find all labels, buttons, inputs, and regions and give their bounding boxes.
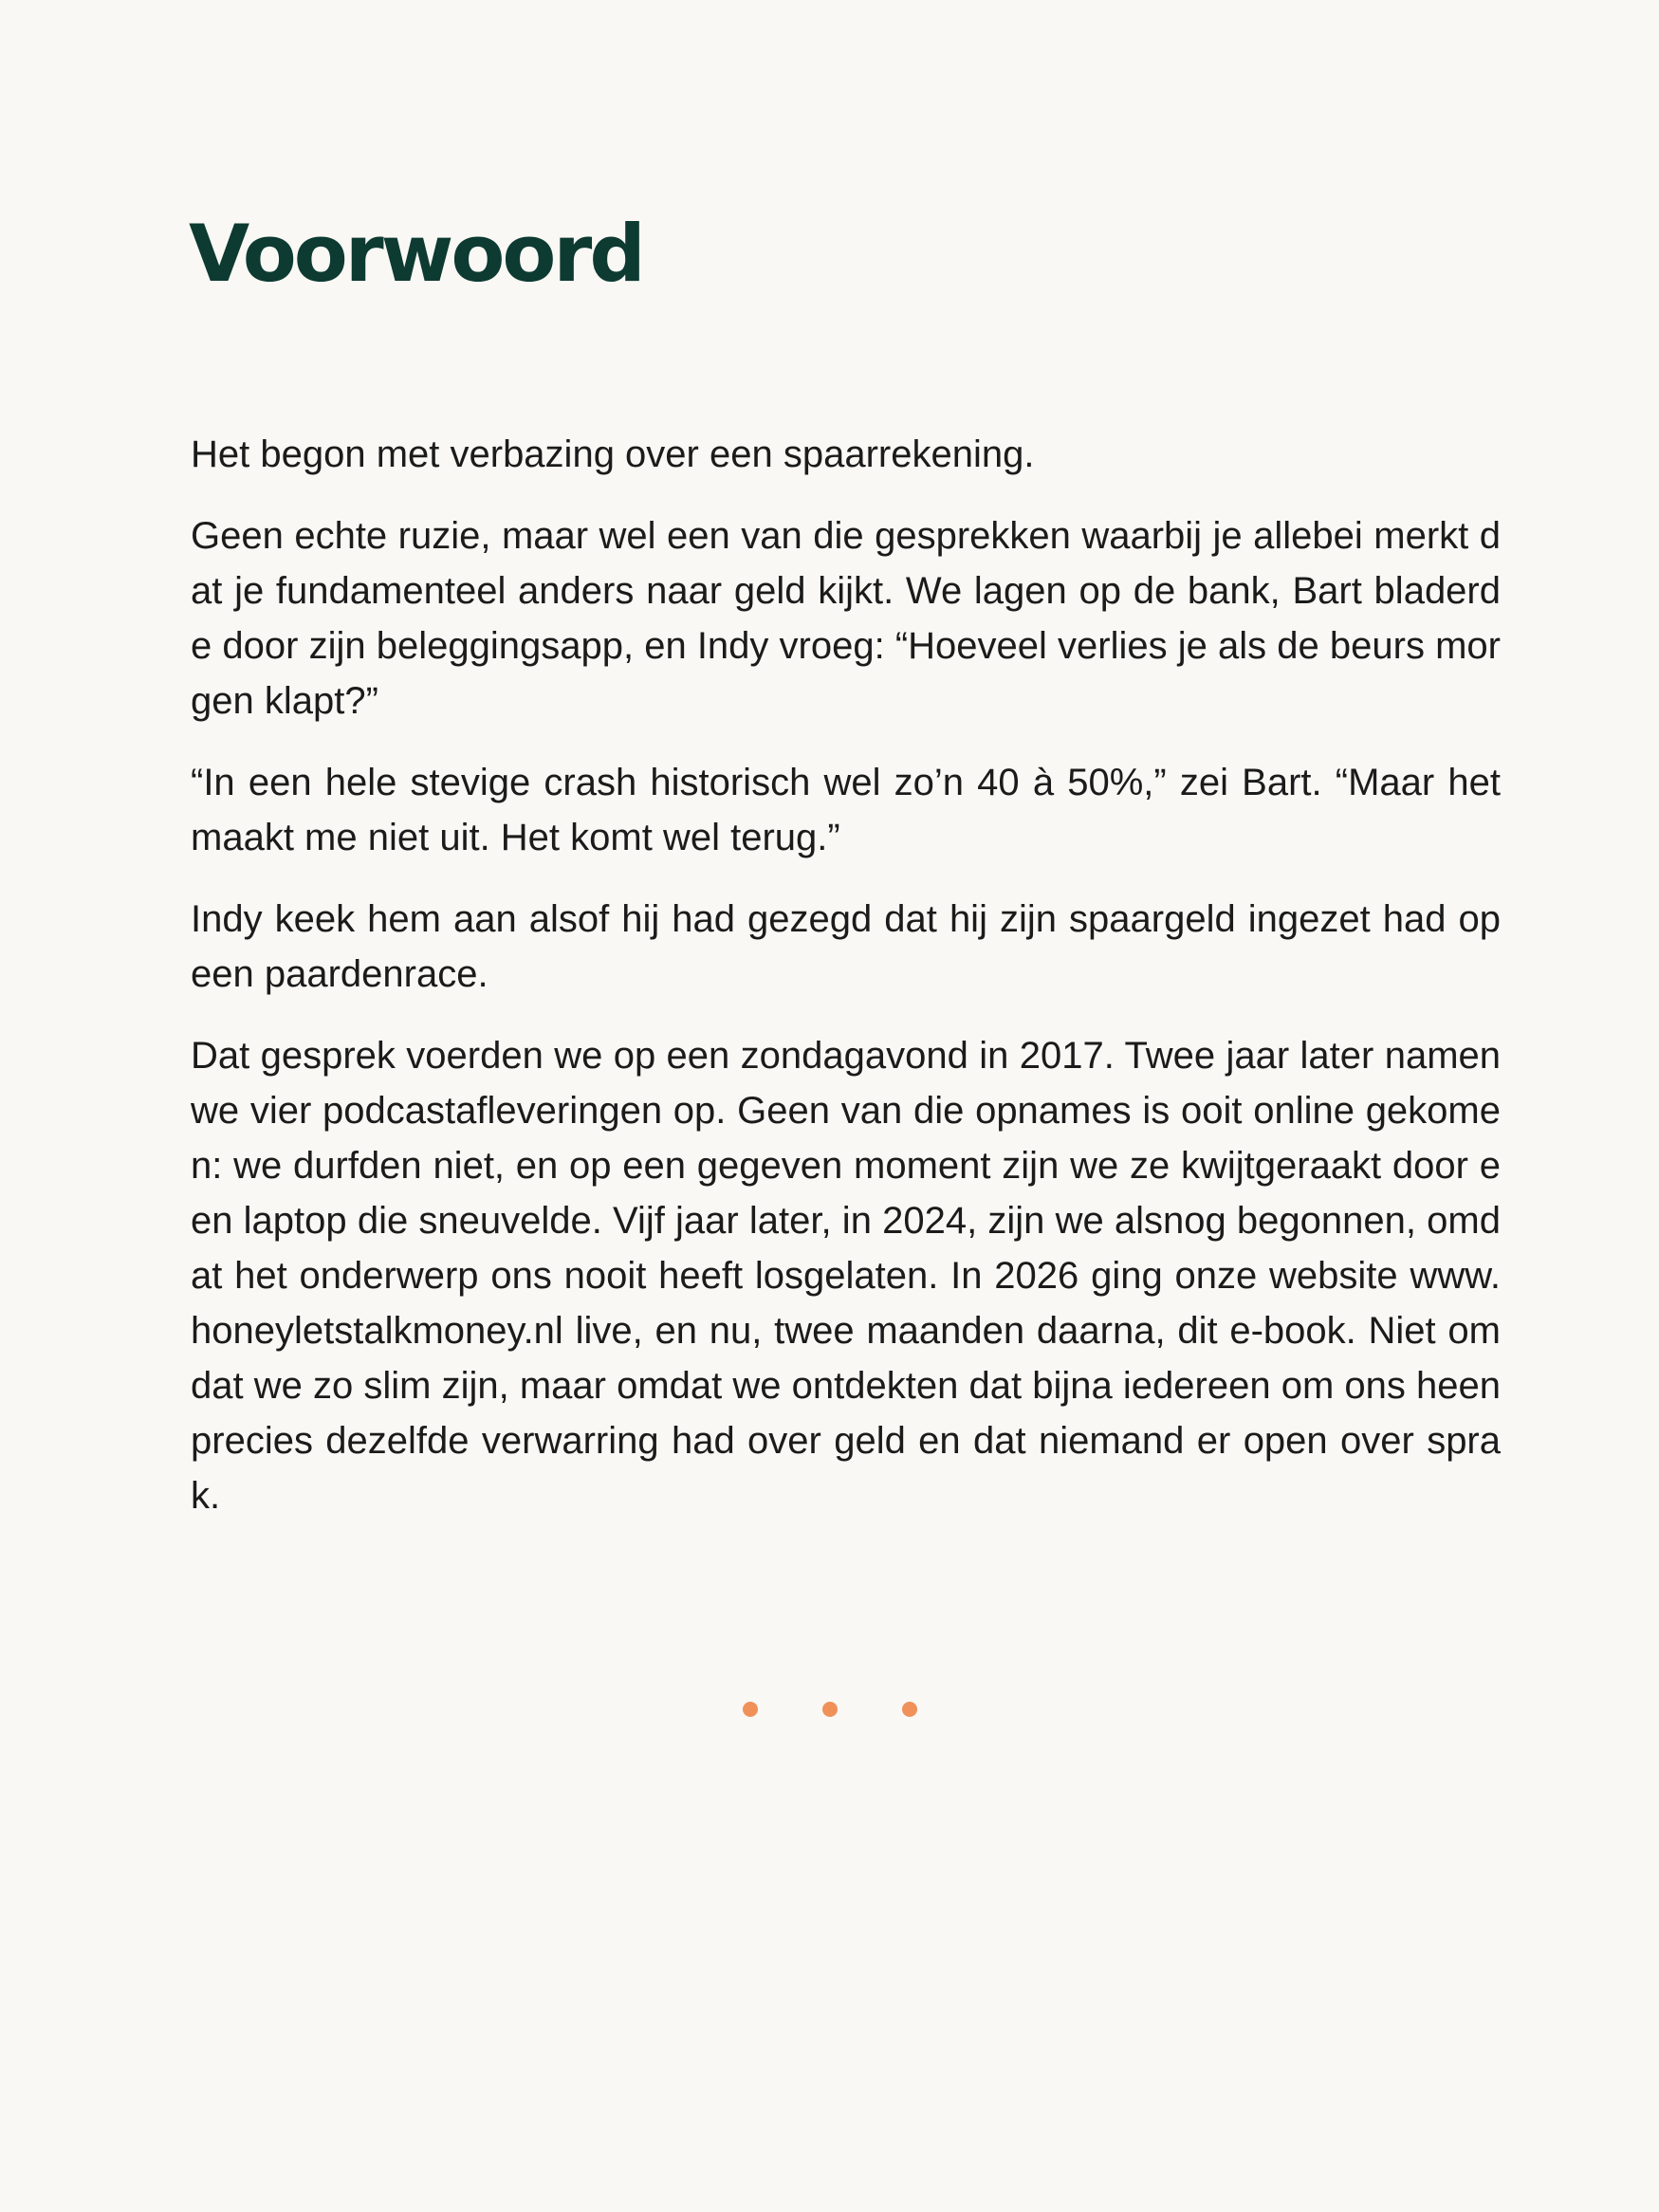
paragraph-3: “In een hele stevige crash historisch wel zo’n 40 à 50%,” zei Bart. “Maar het maakt me niet uit. Het komt wel terug.” bbox=[191, 762, 1501, 858]
page-title: Voorwoord bbox=[189, 208, 643, 300]
section-divider bbox=[0, 1702, 1659, 1719]
paragraph-5: Dat gesprek voerden we op een zondagavond in 2017. Twee jaar later namen we vier podcastafleveringen op. Geen van die opnames is ooit online gekomen: we durfden niet, en op een gegeven moment zijn we ze kwijtgeraakt door een laptop die sneuvelde. Vijf jaar later, in 2024, zijn we alsnog begonnen, omdat het onderwerp ons nooit heeft losgelaten. In 2026 ging onze website www.honeyletstalkmoney.nl live, en nu, twee maanden daarna, dit e-book. Niet omdat we zo slim zijn, maar omdat we ontdekten dat bijna iedereen om ons heen precies dezelfde verwarring had over geld en dat niemand er open over sprak. bbox=[191, 1035, 1501, 1517]
paragraph-4: Indy keek hem aan alsof hij had gezegd dat hij zijn spaargeld ingezet had op een paardenrace. bbox=[191, 898, 1501, 995]
divider-dot bbox=[902, 1702, 917, 1717]
divider-dot bbox=[822, 1702, 838, 1717]
body-text bbox=[191, 427, 1501, 1550]
divider-dot bbox=[743, 1702, 758, 1717]
paragraph-1: Het begon met verbazing over een spaarrekening. bbox=[191, 433, 1035, 475]
paragraph-2: Geen echte ruzie, maar wel een van die gesprekken waarbij je allebei merkt dat je fundamenteel anders naar geld kijkt. We lagen op de bank, Bart bladerde door zijn beleggingsapp, en Indy vroeg: “Hoeveel verlies je als de beurs morgen klapt?” bbox=[191, 515, 1501, 722]
